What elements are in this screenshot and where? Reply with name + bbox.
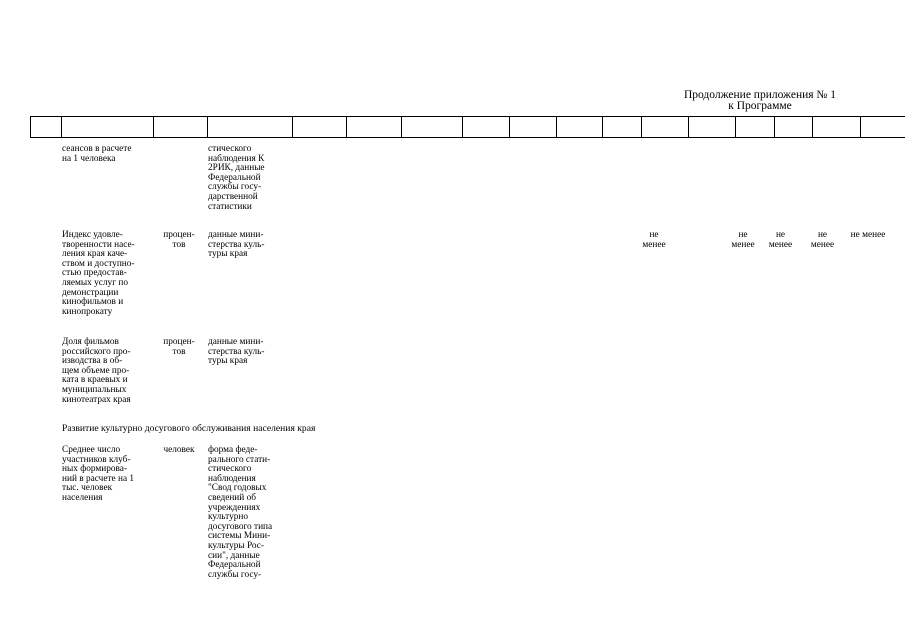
grid-cell	[463, 117, 510, 138]
source-cell: стического наблюдения К 2РИК, данные Федеральной службы госу- дарственной статистики	[208, 144, 265, 212]
section-heading: Развитие культурно досугового обслуживания населения края	[62, 423, 316, 434]
grid-cell	[689, 117, 736, 138]
grid-cell	[347, 117, 402, 138]
value-cell: не менее	[850, 230, 886, 240]
grid-cell	[861, 117, 905, 138]
indicator-cell: сеансов в расчете на 1 человека	[62, 144, 132, 164]
grid-cell	[813, 117, 861, 138]
unit-cell: человек	[163, 445, 195, 455]
continuation-header	[660, 90, 860, 112]
indicator-cell: Среднее число участников клуб- ных формирова- ний в расчете на 1 тыс. человек населения	[62, 445, 135, 503]
source-cell: данные мини- стерства куль- туры края	[208, 230, 265, 260]
grid-cell	[510, 117, 557, 138]
grid-cell	[208, 117, 293, 138]
grid-cell	[736, 117, 775, 138]
column-header-grid	[30, 116, 905, 138]
source-cell: данные мини- стерства куль- туры края	[208, 337, 265, 367]
value-cell: не менее	[810, 230, 835, 250]
header-line-2: к Программе	[728, 100, 792, 112]
grid-cell	[603, 117, 642, 138]
grid-cell	[293, 117, 347, 138]
grid-cell	[775, 117, 813, 138]
value-cell: не менее	[642, 230, 666, 250]
value-cell: не менее	[768, 230, 793, 250]
grid-cell	[62, 117, 154, 138]
indicator-cell: Доля фильмов российского про- изводства в об- щем объеме про- ката в краевых и муниципальных кинотеатрах края	[62, 337, 131, 405]
unit-cell: процен- тов	[163, 337, 195, 357]
indicator-cell: Индекс удовле- творенности насе- ления края каче- ством и доступно- стью предостав- ляемых услуг по демонстрации кинофильмов и кинопрокату	[62, 230, 135, 317]
grid-cell	[642, 117, 689, 138]
source-cell: форма феде- рального стати- стического наблюдения "Свод годовых сведений об учреждениях культурно досугового типа системы Мини- культуры Рос- сии", данные Федеральной службы госу-	[208, 445, 273, 580]
grid-cell	[557, 117, 603, 138]
header-line-1: Продолжение приложения № 1	[683, 89, 837, 101]
value-cell: не менее	[731, 230, 755, 250]
grid-cell	[154, 117, 208, 138]
grid-cell	[31, 117, 62, 138]
grid-cell	[402, 117, 463, 138]
unit-cell: процен- тов	[163, 230, 195, 250]
